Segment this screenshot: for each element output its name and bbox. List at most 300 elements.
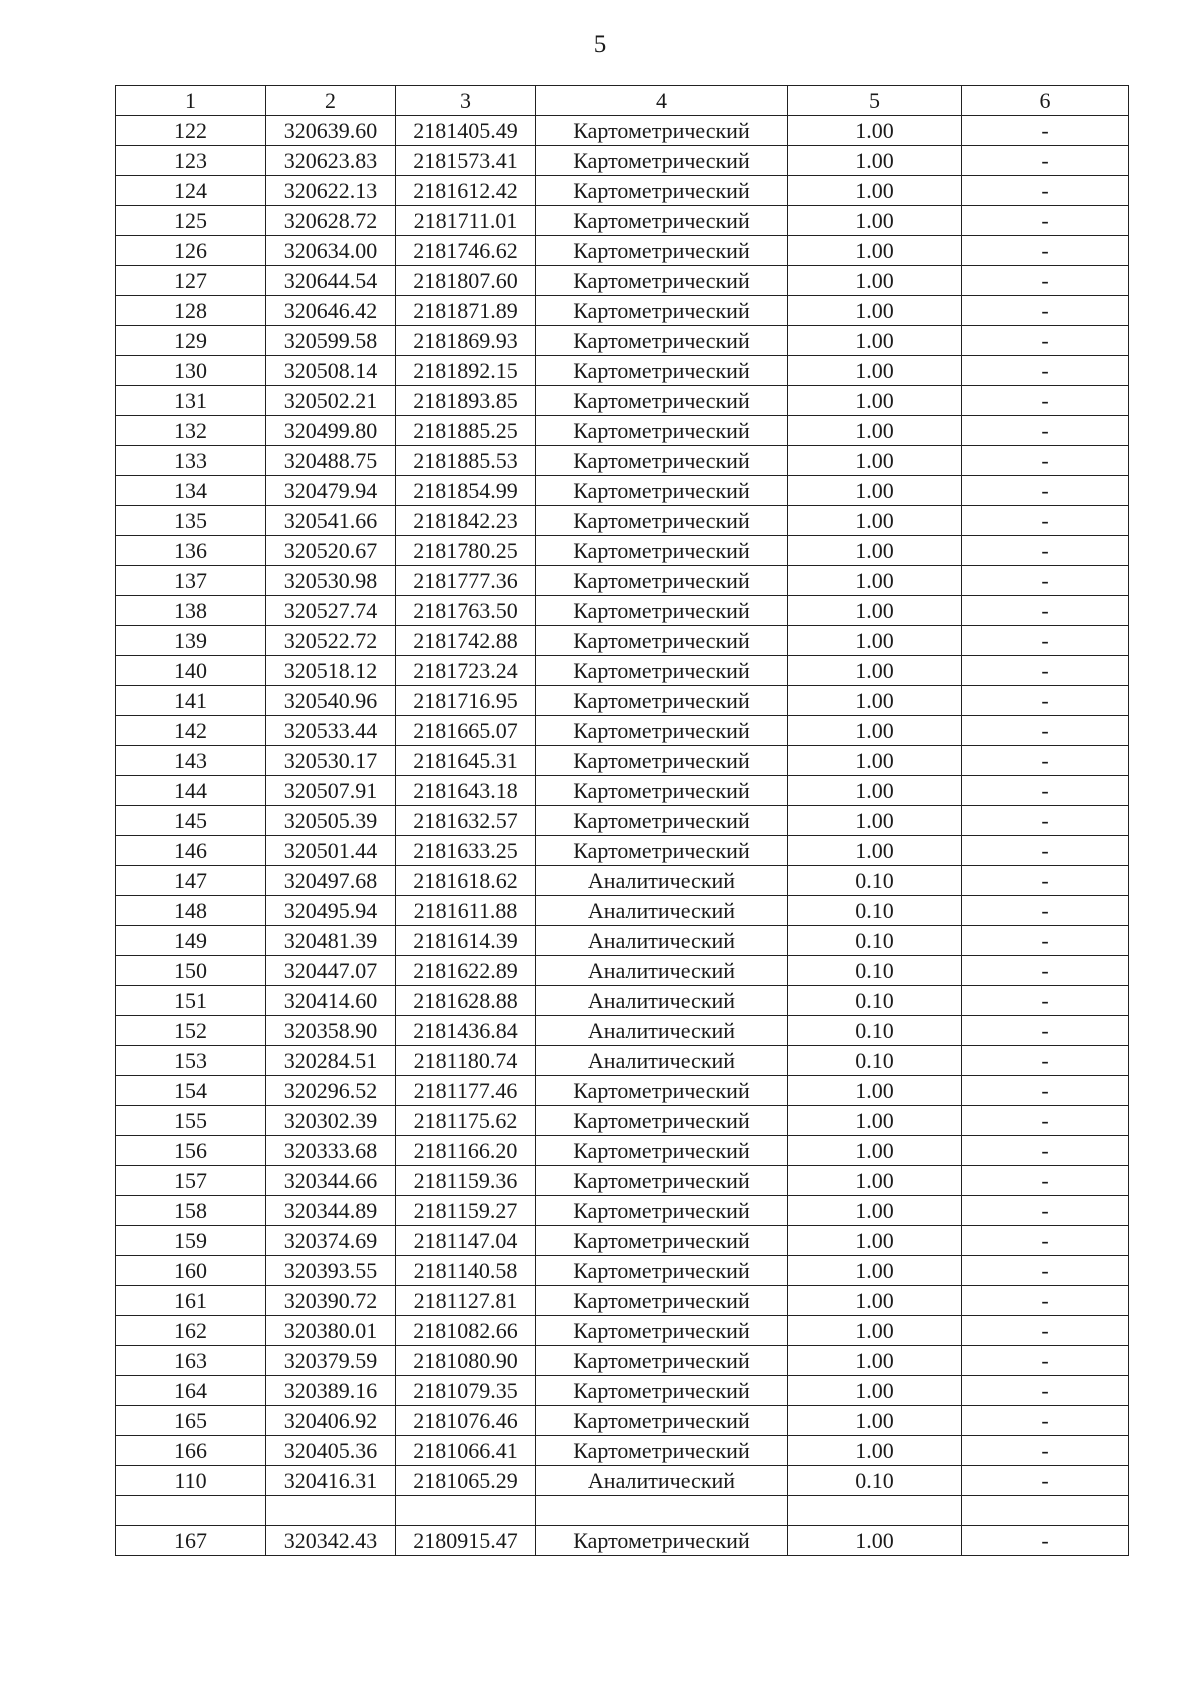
y-coordinate-cell: 2181147.04 — [396, 1226, 536, 1256]
table-row — [116, 236, 1129, 266]
note-cell: - — [962, 236, 1129, 266]
table-row — [116, 386, 1129, 416]
y-coordinate-cell: 2181632.57 — [396, 806, 536, 836]
x-coordinate-cell: 320634.00 — [266, 236, 396, 266]
point-number-cell: 122 — [116, 116, 266, 146]
point-number-cell: 149 — [116, 926, 266, 956]
accuracy-cell: 0.10 — [788, 1466, 962, 1496]
point-number-cell: 144 — [116, 776, 266, 806]
point-number-cell: 138 — [116, 596, 266, 626]
accuracy-cell: 1.00 — [788, 1286, 962, 1316]
method-cell — [536, 1496, 788, 1526]
x-coordinate-cell: 320342.43 — [266, 1526, 396, 1556]
x-coordinate-cell: 320333.68 — [266, 1136, 396, 1166]
y-coordinate-cell: 2181080.90 — [396, 1346, 536, 1376]
table-row — [116, 1526, 1129, 1556]
y-coordinate-cell: 2181140.58 — [396, 1256, 536, 1286]
accuracy-cell: 1.00 — [788, 356, 962, 386]
note-cell: - — [962, 1526, 1129, 1556]
x-coordinate-cell: 320533.44 — [266, 716, 396, 746]
accuracy-cell: 1.00 — [788, 416, 962, 446]
y-coordinate-cell: 2181780.25 — [396, 536, 536, 566]
x-coordinate-cell: 320520.67 — [266, 536, 396, 566]
y-coordinate-cell: 2181842.23 — [396, 506, 536, 536]
point-number-cell: 131 — [116, 386, 266, 416]
method-cell: Картометрический — [536, 356, 788, 386]
y-coordinate-cell: 2181405.49 — [396, 116, 536, 146]
y-coordinate-cell: 2181645.31 — [396, 746, 536, 776]
y-coordinate-cell: 2181066.41 — [396, 1436, 536, 1466]
table-row — [116, 1046, 1129, 1076]
table-row — [116, 1436, 1129, 1466]
method-cell: Аналитический — [536, 926, 788, 956]
table-row — [116, 1496, 1129, 1526]
method-cell: Картометрический — [536, 296, 788, 326]
point-number-cell: 128 — [116, 296, 266, 326]
y-coordinate-cell: 2181716.95 — [396, 686, 536, 716]
accuracy-cell: 1.00 — [788, 1526, 962, 1556]
table-row — [116, 146, 1129, 176]
x-coordinate-cell: 320296.52 — [266, 1076, 396, 1106]
method-cell: Картометрический — [536, 1436, 788, 1466]
point-number-cell: 145 — [116, 806, 266, 836]
y-coordinate-cell: 2181854.99 — [396, 476, 536, 506]
x-coordinate-cell: 320499.80 — [266, 416, 396, 446]
x-coordinate-cell: 320302.39 — [266, 1106, 396, 1136]
y-coordinate-cell: 2181807.60 — [396, 266, 536, 296]
x-coordinate-cell: 320644.54 — [266, 266, 396, 296]
x-coordinate-cell: 320344.66 — [266, 1166, 396, 1196]
table-row — [116, 746, 1129, 776]
method-cell: Картометрический — [536, 566, 788, 596]
method-cell: Картометрический — [536, 1076, 788, 1106]
table-row — [116, 446, 1129, 476]
x-coordinate-cell: 320599.58 — [266, 326, 396, 356]
x-coordinate-cell: 320414.60 — [266, 986, 396, 1016]
y-coordinate-cell: 2181618.62 — [396, 866, 536, 896]
point-number-cell: 141 — [116, 686, 266, 716]
table-row — [116, 1226, 1129, 1256]
table-row — [116, 1136, 1129, 1166]
point-number-cell: 159 — [116, 1226, 266, 1256]
method-cell: Картометрический — [536, 1286, 788, 1316]
table-row — [116, 1256, 1129, 1286]
note-cell: - — [962, 1436, 1129, 1466]
x-coordinate-cell: 320380.01 — [266, 1316, 396, 1346]
point-number-cell: 140 — [116, 656, 266, 686]
accuracy-cell: 1.00 — [788, 1316, 962, 1346]
header-cell: 4 — [536, 86, 788, 116]
x-coordinate-cell: 320393.55 — [266, 1256, 396, 1286]
accuracy-cell: 0.10 — [788, 896, 962, 926]
accuracy-cell: 1.00 — [788, 836, 962, 866]
point-number-cell: 124 — [116, 176, 266, 206]
point-number-cell: 153 — [116, 1046, 266, 1076]
point-number-cell: 154 — [116, 1076, 266, 1106]
x-coordinate-cell: 320374.69 — [266, 1226, 396, 1256]
x-coordinate-cell: 320497.68 — [266, 866, 396, 896]
method-cell: Картометрический — [536, 266, 788, 296]
accuracy-cell: 1.00 — [788, 1136, 962, 1166]
x-coordinate-cell: 320344.89 — [266, 1196, 396, 1226]
x-coordinate-cell: 320622.13 — [266, 176, 396, 206]
y-coordinate-cell: 2181614.39 — [396, 926, 536, 956]
table-row — [116, 206, 1129, 236]
note-cell: - — [962, 446, 1129, 476]
x-coordinate-cell: 320495.94 — [266, 896, 396, 926]
method-cell: Картометрический — [536, 206, 788, 236]
table-row — [116, 716, 1129, 746]
y-coordinate-cell: 2181082.66 — [396, 1316, 536, 1346]
note-cell: - — [962, 266, 1129, 296]
point-number-cell: 163 — [116, 1346, 266, 1376]
method-cell: Картометрический — [536, 1406, 788, 1436]
y-coordinate-cell: 2181612.42 — [396, 176, 536, 206]
note-cell: - — [962, 926, 1129, 956]
point-number-cell: 151 — [116, 986, 266, 1016]
table-row — [116, 1166, 1129, 1196]
accuracy-cell: 1.00 — [788, 1346, 962, 1376]
accuracy-cell: 1.00 — [788, 656, 962, 686]
note-cell: - — [962, 1016, 1129, 1046]
method-cell: Картометрический — [536, 446, 788, 476]
table-row — [116, 1106, 1129, 1136]
y-coordinate-cell: 2181871.89 — [396, 296, 536, 326]
x-coordinate-cell: 320479.94 — [266, 476, 396, 506]
accuracy-cell: 1.00 — [788, 446, 962, 476]
accuracy-cell: 1.00 — [788, 326, 962, 356]
note-cell: - — [962, 866, 1129, 896]
accuracy-cell: 1.00 — [788, 776, 962, 806]
note-cell: - — [962, 1286, 1129, 1316]
method-cell: Картометрический — [536, 536, 788, 566]
note-cell: - — [962, 536, 1129, 566]
note-cell: - — [962, 956, 1129, 986]
point-number-cell: 123 — [116, 146, 266, 176]
point-number-cell: 130 — [116, 356, 266, 386]
method-cell: Картометрический — [536, 1196, 788, 1226]
table-row — [116, 116, 1129, 146]
point-number-cell: 110 — [116, 1466, 266, 1496]
accuracy-cell: 1.00 — [788, 596, 962, 626]
table-header-row — [116, 86, 1129, 116]
table-row — [116, 506, 1129, 536]
note-cell: - — [962, 776, 1129, 806]
note-cell: - — [962, 1226, 1129, 1256]
accuracy-cell: 1.00 — [788, 1076, 962, 1106]
table-row — [116, 1346, 1129, 1376]
point-number-cell: 136 — [116, 536, 266, 566]
x-coordinate-cell: 320628.72 — [266, 206, 396, 236]
method-cell: Картометрический — [536, 1346, 788, 1376]
table-row — [116, 326, 1129, 356]
table-row — [116, 476, 1129, 506]
note-cell: - — [962, 506, 1129, 536]
x-coordinate-cell: 320541.66 — [266, 506, 396, 536]
table-row — [116, 686, 1129, 716]
point-number-cell: 152 — [116, 1016, 266, 1046]
note-cell: - — [962, 146, 1129, 176]
table-row — [116, 596, 1129, 626]
x-coordinate-cell: 320358.90 — [266, 1016, 396, 1046]
y-coordinate-cell: 2181159.36 — [396, 1166, 536, 1196]
method-cell: Картометрический — [536, 776, 788, 806]
x-coordinate-cell: 320646.42 — [266, 296, 396, 326]
accuracy-cell: 0.10 — [788, 926, 962, 956]
method-cell: Картометрический — [536, 1376, 788, 1406]
note-cell: - — [962, 566, 1129, 596]
method-cell: Картометрический — [536, 1256, 788, 1286]
point-number-cell: 129 — [116, 326, 266, 356]
table-row — [116, 626, 1129, 656]
x-coordinate-cell — [266, 1496, 396, 1526]
header-cell: 3 — [396, 86, 536, 116]
accuracy-cell: 1.00 — [788, 236, 962, 266]
method-cell: Картометрический — [536, 506, 788, 536]
x-coordinate-cell: 320501.44 — [266, 836, 396, 866]
y-coordinate-cell: 2181159.27 — [396, 1196, 536, 1226]
method-cell: Картометрический — [536, 1106, 788, 1136]
note-cell: - — [962, 806, 1129, 836]
accuracy-cell: 1.00 — [788, 1406, 962, 1436]
method-cell: Аналитический — [536, 956, 788, 986]
y-coordinate-cell: 2181573.41 — [396, 146, 536, 176]
point-number-cell — [116, 1496, 266, 1526]
y-coordinate-cell: 2181777.36 — [396, 566, 536, 596]
y-coordinate-cell: 2181633.25 — [396, 836, 536, 866]
x-coordinate-cell: 320406.92 — [266, 1406, 396, 1436]
accuracy-cell: 1.00 — [788, 176, 962, 206]
note-cell: - — [962, 716, 1129, 746]
y-coordinate-cell: 2181076.46 — [396, 1406, 536, 1436]
x-coordinate-cell: 320623.83 — [266, 146, 396, 176]
note-cell: - — [962, 896, 1129, 926]
note-cell: - — [962, 596, 1129, 626]
method-cell: Аналитический — [536, 896, 788, 926]
method-cell: Картометрический — [536, 656, 788, 686]
note-cell: - — [962, 1136, 1129, 1166]
y-coordinate-cell: 2181127.81 — [396, 1286, 536, 1316]
note-cell: - — [962, 1256, 1129, 1286]
accuracy-cell — [788, 1496, 962, 1526]
note-cell: - — [962, 326, 1129, 356]
method-cell: Картометрический — [536, 746, 788, 776]
method-cell: Аналитический — [536, 1046, 788, 1076]
point-number-cell: 150 — [116, 956, 266, 986]
table-row — [116, 1376, 1129, 1406]
x-coordinate-cell: 320505.39 — [266, 806, 396, 836]
point-number-cell: 127 — [116, 266, 266, 296]
note-cell: - — [962, 1376, 1129, 1406]
x-coordinate-cell: 320416.31 — [266, 1466, 396, 1496]
x-coordinate-cell: 320518.12 — [266, 656, 396, 686]
table-row — [116, 356, 1129, 386]
accuracy-cell: 1.00 — [788, 386, 962, 416]
x-coordinate-cell: 320502.21 — [266, 386, 396, 416]
table-row — [116, 1316, 1129, 1346]
point-number-cell: 134 — [116, 476, 266, 506]
accuracy-cell: 0.10 — [788, 866, 962, 896]
note-cell: - — [962, 296, 1129, 326]
accuracy-cell: 1.00 — [788, 1196, 962, 1226]
x-coordinate-cell: 320527.74 — [266, 596, 396, 626]
accuracy-cell: 1.00 — [788, 1226, 962, 1256]
accuracy-cell: 1.00 — [788, 1436, 962, 1466]
method-cell: Аналитический — [536, 1016, 788, 1046]
accuracy-cell: 1.00 — [788, 806, 962, 836]
accuracy-cell: 1.00 — [788, 266, 962, 296]
accuracy-cell: 1.00 — [788, 1256, 962, 1286]
method-cell: Аналитический — [536, 866, 788, 896]
method-cell: Картометрический — [536, 686, 788, 716]
accuracy-cell: 1.00 — [788, 566, 962, 596]
table-row — [116, 1016, 1129, 1046]
point-number-cell: 125 — [116, 206, 266, 236]
note-cell: - — [962, 1106, 1129, 1136]
point-number-cell: 143 — [116, 746, 266, 776]
point-number-cell: 157 — [116, 1166, 266, 1196]
note-cell: - — [962, 986, 1129, 1016]
note-cell: - — [962, 686, 1129, 716]
y-coordinate-cell: 2181177.46 — [396, 1076, 536, 1106]
point-number-cell: 139 — [116, 626, 266, 656]
table-row — [116, 896, 1129, 926]
y-coordinate-cell: 2181885.25 — [396, 416, 536, 446]
accuracy-cell: 1.00 — [788, 506, 962, 536]
point-number-cell: 142 — [116, 716, 266, 746]
x-coordinate-cell: 320507.91 — [266, 776, 396, 806]
note-cell — [962, 1496, 1129, 1526]
x-coordinate-cell: 320530.98 — [266, 566, 396, 596]
note-cell: - — [962, 386, 1129, 416]
y-coordinate-cell: 2181175.62 — [396, 1106, 536, 1136]
note-cell: - — [962, 746, 1129, 776]
y-coordinate-cell: 2181643.18 — [396, 776, 536, 806]
accuracy-cell: 1.00 — [788, 1166, 962, 1196]
accuracy-cell: 1.00 — [788, 116, 962, 146]
accuracy-cell: 1.00 — [788, 476, 962, 506]
x-coordinate-cell: 320530.17 — [266, 746, 396, 776]
note-cell: - — [962, 626, 1129, 656]
point-number-cell: 167 — [116, 1526, 266, 1556]
note-cell: - — [962, 1046, 1129, 1076]
method-cell: Картометрический — [536, 596, 788, 626]
note-cell: - — [962, 1316, 1129, 1346]
header-cell: 2 — [266, 86, 396, 116]
note-cell: - — [962, 1406, 1129, 1436]
point-number-cell: 166 — [116, 1436, 266, 1466]
method-cell: Картометрический — [536, 116, 788, 146]
method-cell: Картометрический — [536, 176, 788, 206]
table-row — [116, 266, 1129, 296]
point-number-cell: 160 — [116, 1256, 266, 1286]
point-number-cell: 148 — [116, 896, 266, 926]
y-coordinate-cell: 2181665.07 — [396, 716, 536, 746]
method-cell: Картометрический — [536, 1226, 788, 1256]
accuracy-cell: 1.00 — [788, 1106, 962, 1136]
note-cell: - — [962, 1166, 1129, 1196]
table-row — [116, 1466, 1129, 1496]
y-coordinate-cell: 2181622.89 — [396, 956, 536, 986]
method-cell: Картометрический — [536, 236, 788, 266]
x-coordinate-cell: 320389.16 — [266, 1376, 396, 1406]
table-row — [116, 296, 1129, 326]
note-cell: - — [962, 206, 1129, 236]
table-row — [116, 176, 1129, 206]
method-cell: Картометрический — [536, 146, 788, 176]
table-row — [116, 1406, 1129, 1436]
note-cell: - — [962, 1346, 1129, 1376]
table-row — [116, 656, 1129, 686]
header-cell: 5 — [788, 86, 962, 116]
x-coordinate-cell: 320522.72 — [266, 626, 396, 656]
header-cell: 6 — [962, 86, 1129, 116]
note-cell: - — [962, 416, 1129, 446]
point-number-cell: 135 — [116, 506, 266, 536]
x-coordinate-cell: 320379.59 — [266, 1346, 396, 1376]
header-cell: 1 — [116, 86, 266, 116]
point-number-cell: 161 — [116, 1286, 266, 1316]
table-row — [116, 836, 1129, 866]
y-coordinate-cell: 2181746.62 — [396, 236, 536, 266]
note-cell: - — [962, 1076, 1129, 1106]
y-coordinate-cell: 2180915.47 — [396, 1526, 536, 1556]
method-cell: Аналитический — [536, 986, 788, 1016]
accuracy-cell: 0.10 — [788, 956, 962, 986]
table-row — [116, 1196, 1129, 1226]
y-coordinate-cell: 2181742.88 — [396, 626, 536, 656]
method-cell: Аналитический — [536, 1466, 788, 1496]
note-cell: - — [962, 836, 1129, 866]
method-cell: Картометрический — [536, 836, 788, 866]
x-coordinate-cell: 320639.60 — [266, 116, 396, 146]
note-cell: - — [962, 176, 1129, 206]
point-number-cell: 133 — [116, 446, 266, 476]
table-row — [116, 806, 1129, 836]
x-coordinate-cell: 320508.14 — [266, 356, 396, 386]
accuracy-cell: 1.00 — [788, 146, 962, 176]
table-row — [116, 986, 1129, 1016]
table-row — [116, 1076, 1129, 1106]
y-coordinate-cell: 2181180.74 — [396, 1046, 536, 1076]
accuracy-cell: 0.10 — [788, 1046, 962, 1076]
y-coordinate-cell: 2181869.93 — [396, 326, 536, 356]
note-cell: - — [962, 1466, 1129, 1496]
accuracy-cell: 1.00 — [788, 206, 962, 236]
accuracy-cell: 1.00 — [788, 746, 962, 776]
method-cell: Картометрический — [536, 1526, 788, 1556]
x-coordinate-cell: 320481.39 — [266, 926, 396, 956]
x-coordinate-cell: 320488.75 — [266, 446, 396, 476]
point-number-cell: 162 — [116, 1316, 266, 1346]
table-row — [116, 926, 1129, 956]
y-coordinate-cell: 2181079.35 — [396, 1376, 536, 1406]
method-cell: Картометрический — [536, 1136, 788, 1166]
method-cell: Картометрический — [536, 386, 788, 416]
note-cell: - — [962, 356, 1129, 386]
y-coordinate-cell: 2181711.01 — [396, 206, 536, 236]
method-cell: Картометрический — [536, 416, 788, 446]
table-row — [116, 956, 1129, 986]
accuracy-cell: 0.10 — [788, 1016, 962, 1046]
method-cell: Картометрический — [536, 806, 788, 836]
point-number-cell: 164 — [116, 1376, 266, 1406]
y-coordinate-cell: 2181166.20 — [396, 1136, 536, 1166]
y-coordinate-cell: 2181893.85 — [396, 386, 536, 416]
table-row — [116, 866, 1129, 896]
note-cell: - — [962, 1196, 1129, 1226]
point-number-cell: 146 — [116, 836, 266, 866]
